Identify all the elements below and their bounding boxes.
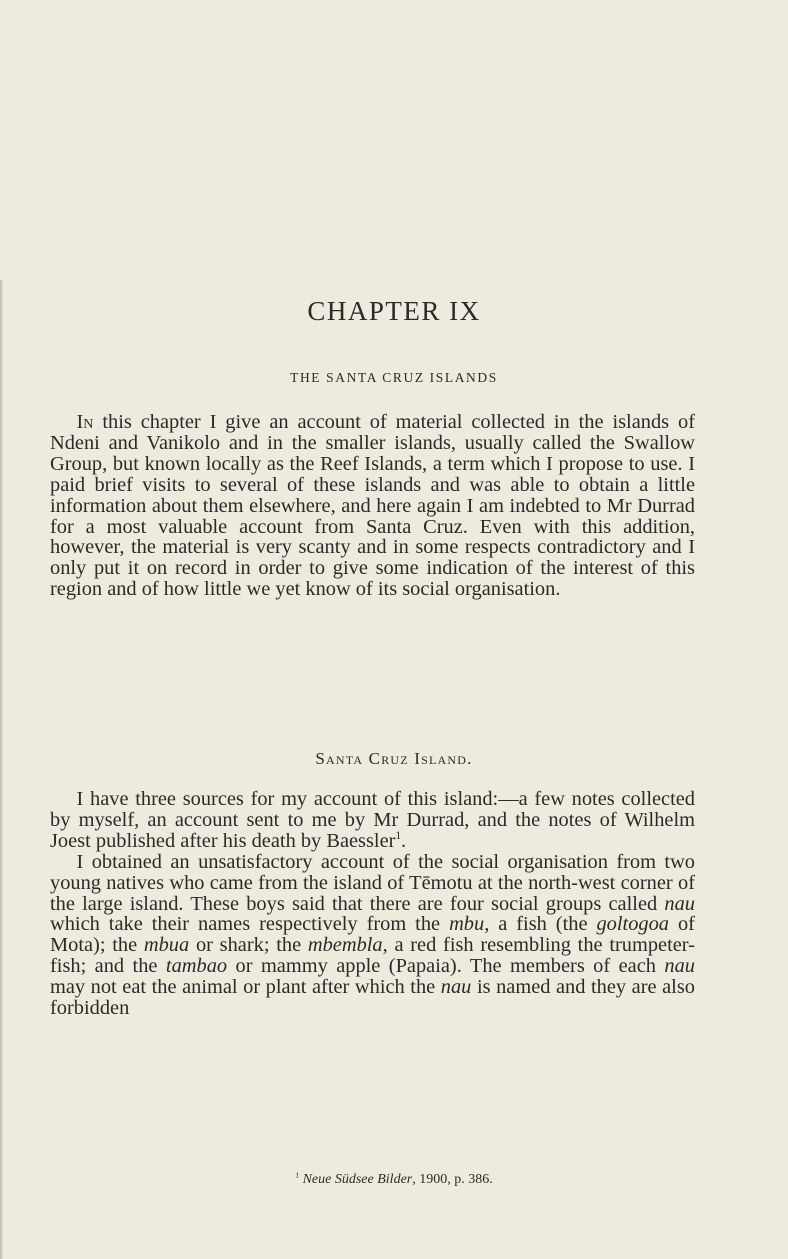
term-mbua: mbua [143,934,190,957]
page-edge [0,280,3,1259]
paragraph-text: is named and they are also forbidden [50,976,695,1020]
term-nau: nau [440,976,472,999]
paragraph-text: , a fish (the [484,913,588,936]
drop-word: In [76,411,94,433]
footnote-title: Neue Südsee Bilder [302,1172,413,1187]
footnote-ref: 1 [395,830,402,843]
term-mbembla: mbembla [307,934,383,957]
footnote [0,1172,788,1188]
chapter-subtitle: THE SANTA CRUZ ISLANDS [290,370,498,385]
footnote-citation: , 1900, p. 386. [412,1172,493,1187]
paragraph-text: or shark; the [195,934,302,957]
paragraph-text: I have three sources for my account of this island:—a few notes collected by myself, an account sent to me by Mr Durrad, and the notes of Wilhelm Joest published after his death by Baessler [50,788,695,852]
paragraph-text: which take their names respectively from the [50,913,441,936]
section-heading: Santa Cruz Island. [315,749,473,768]
paragraph-text: , a red fish resembling the trumpeter-fish; and the [50,934,695,978]
paragraph-text: of Mota); the [50,913,695,957]
paragraph-text: may not eat the animal or plant after which the [50,976,436,999]
term-tambao: tambao [165,955,228,978]
paragraph-text: or mammy apple (Papaia). The members of each [235,955,656,978]
intro-text: this chapter I give an account of material collected in the islands of Ndeni and Vanikolo and in the smaller islands, usually called the Swallow Group, but known locally as the Reef Islands, a term which I propose to use. I paid brief visits to several of these islands and was able to obtain a little information about them elsewhere, and here again I am indebted to Mr Durrad for a most valuable account from Santa Cruz. Even with this addition, however, the material is very scanty and in some respects contradictory and I only put it on record in order to give some indication of the interest of this region and of how little we yet know of its social organisation. [50,411,695,601]
footnote-mark: 1 [295,1170,300,1180]
intro-paragraph [50,412,695,600]
paragraph-sources [50,789,695,852]
term-goltogoa: goltogoa [596,913,669,936]
term-nau: nau [664,955,695,978]
body-text [50,789,695,1019]
chapter-heading: CHAPTER IX [307,296,481,326]
paragraph-social-groups [50,852,695,1019]
paragraph-text: I obtained an unsatisfactory account of the social organisation from two young natives who came from the island of Tēmotu at the north-west corner of the large island. These boys said that there are four social groups called [50,850,695,915]
paragraph-end: . [401,829,407,852]
term-nau: nau [664,892,695,915]
term-mbu: mbu [449,913,485,936]
